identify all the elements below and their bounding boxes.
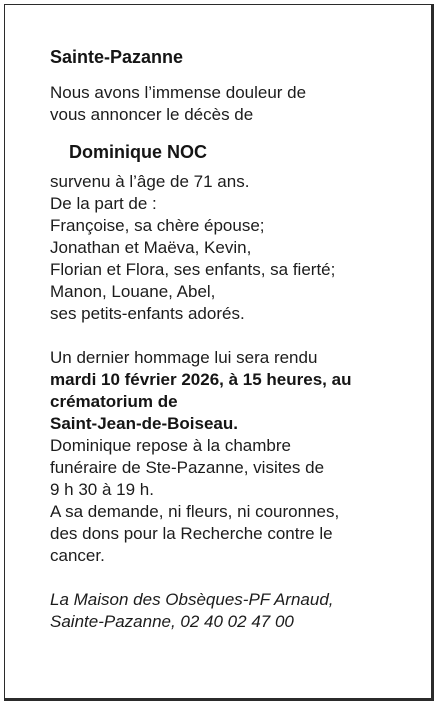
ceremony-place-line: crématorium de (50, 392, 178, 411)
funeral-home-signature (50, 589, 420, 633)
notice-town: Sainte-Pazanne (50, 47, 184, 67)
details-line: 9 h 30 à 19 h. (50, 480, 154, 499)
details-line: cancer. (50, 546, 105, 565)
family-line: survenu à l’âge de 71 ans. (50, 172, 250, 191)
notice-family (50, 171, 420, 325)
details-line: des dons pour la Recherche contre le (50, 524, 333, 543)
details-line: Dominique repose à la chambre (50, 436, 291, 455)
family-line: Florian et Flora, ses enfants, sa fierté; (50, 260, 336, 279)
obituary-notice (4, 4, 434, 701)
deceased-name: Dominique NOC (69, 142, 207, 162)
family-line: Françoise, sa chère épouse; (50, 216, 265, 235)
details-line: A sa demande, ni fleurs, ni couronnes, (50, 502, 340, 521)
ceremony-date-line: mardi 10 février 2026, à 15 heures, au (50, 370, 352, 389)
intro-line: Nous avons l’immense douleur de (50, 83, 307, 102)
obituary-content (50, 45, 420, 633)
details-line: funéraire de Ste-Pazanne, visites de (50, 458, 325, 477)
funeral-home-line: Sainte-Pazanne, 02 40 02 47 00 (50, 612, 294, 631)
family-line: ses petits-enfants adorés. (50, 304, 245, 323)
family-line: Jonathan et Maëva, Kevin, (50, 238, 252, 257)
family-line: Manon, Louane, Abel, (50, 282, 216, 301)
ceremony-place-line: Saint-Jean-de-Boiseau. (50, 414, 238, 433)
family-line: De la part de : (50, 194, 157, 213)
ceremony-intro: Un dernier hommage lui sera rendu (50, 348, 318, 367)
funeral-home-line: La Maison des Obsèques-PF Arnaud, (50, 590, 334, 609)
notice-intro (50, 82, 420, 126)
notice-ceremony (50, 347, 420, 567)
intro-line: vous annoncer le décès de (50, 105, 254, 124)
